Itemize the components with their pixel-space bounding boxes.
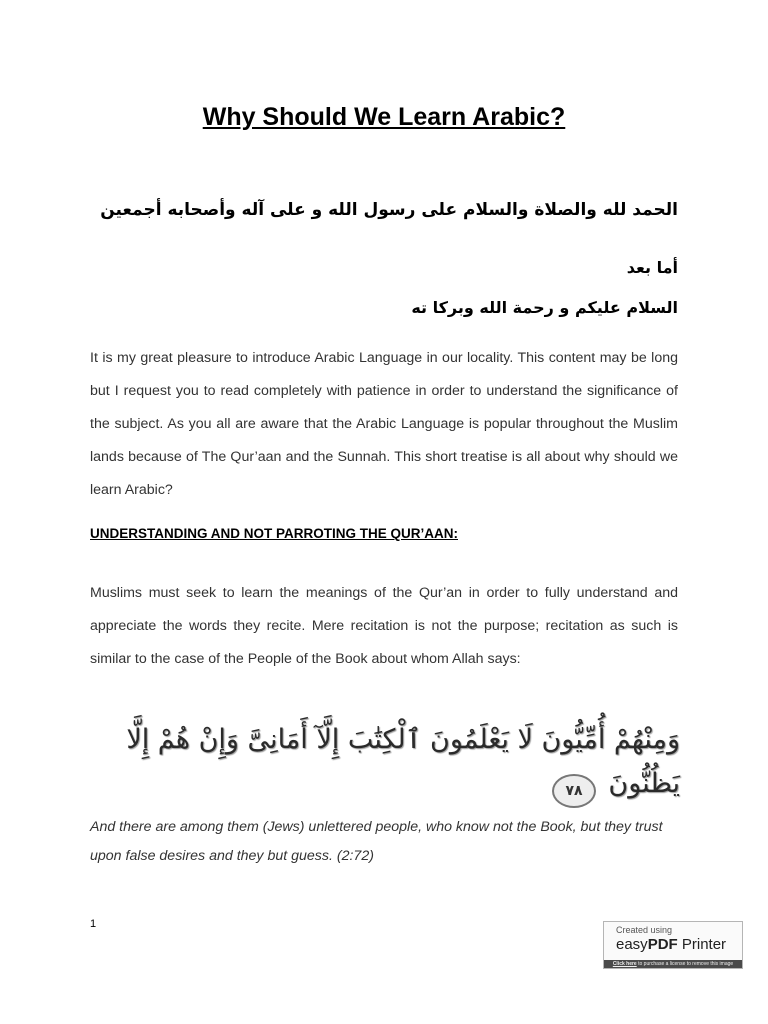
watermark-purchase-link[interactable]: Click here	[612, 961, 637, 967]
watermark-brand	[616, 936, 726, 953]
watermark-created-using: Created using	[616, 925, 673, 935]
page-number: 1	[90, 918, 97, 930]
brand-suffix: Printer	[677, 936, 727, 953]
watermark-footer	[604, 960, 742, 968]
quran-verse-image	[126, 718, 680, 813]
verse-line-2: يَظُنُّونَ	[608, 768, 680, 799]
ayah-number-marker: ٧٨	[552, 774, 596, 808]
section-paragraph: Muslims must seek to learn the meanings of the Qur’an in order to fully understand and appreciate the words they recite. Mere recitation is not the purpose; recitation as such is similar to the case of the People of the Book about whom Allah says:	[90, 585, 678, 667]
intro-paragraph: It is my great pleasure to introduce Arabic Language in our locality. This content may be long but I request you to read completely with patience in order to understand the significance of the subject. As you all are aware that the Arabic Language is popular throughout the Muslim lands because of The Qur’aan and the Sunnah. This short treatise is all about why should we learn Arabic?	[90, 350, 678, 498]
arabic-salaam: السلام عليكم و رحمة الله وبركا ته	[411, 298, 678, 317]
arabic-opening-line: الحمد لله والصلاة والسلام على رسول الله و على آله وأصحابه أجمعين	[100, 200, 678, 220]
section-heading: UNDERSTANDING AND NOT PARROTING THE QUR’AAN:	[90, 526, 458, 541]
easypdf-watermark-badge[interactable]	[603, 921, 743, 969]
verse-translation: And there are among them (Jews) unlettered people, who know not the Book, but they trust upon false desires and they but guess. (2:72)	[90, 819, 663, 864]
brand-bold: PDF	[647, 936, 678, 953]
arabic-amma-baad: أما بعد	[626, 258, 678, 277]
brand-prefix: easy	[616, 936, 648, 953]
watermark-footer-text: to purchase a license to remove this image	[636, 961, 734, 967]
verse-line-1: وَمِنْهُمْ أُمِّيُّونَ لَا يَعْلَمُونَ ٱلْكِتَٰبَ إِلَّآ أَمَانِىَّ وَإِنْ هُمْ إِلَّا	[126, 724, 680, 755]
document-title: Why Should We Learn Arabic?	[202, 103, 566, 131]
